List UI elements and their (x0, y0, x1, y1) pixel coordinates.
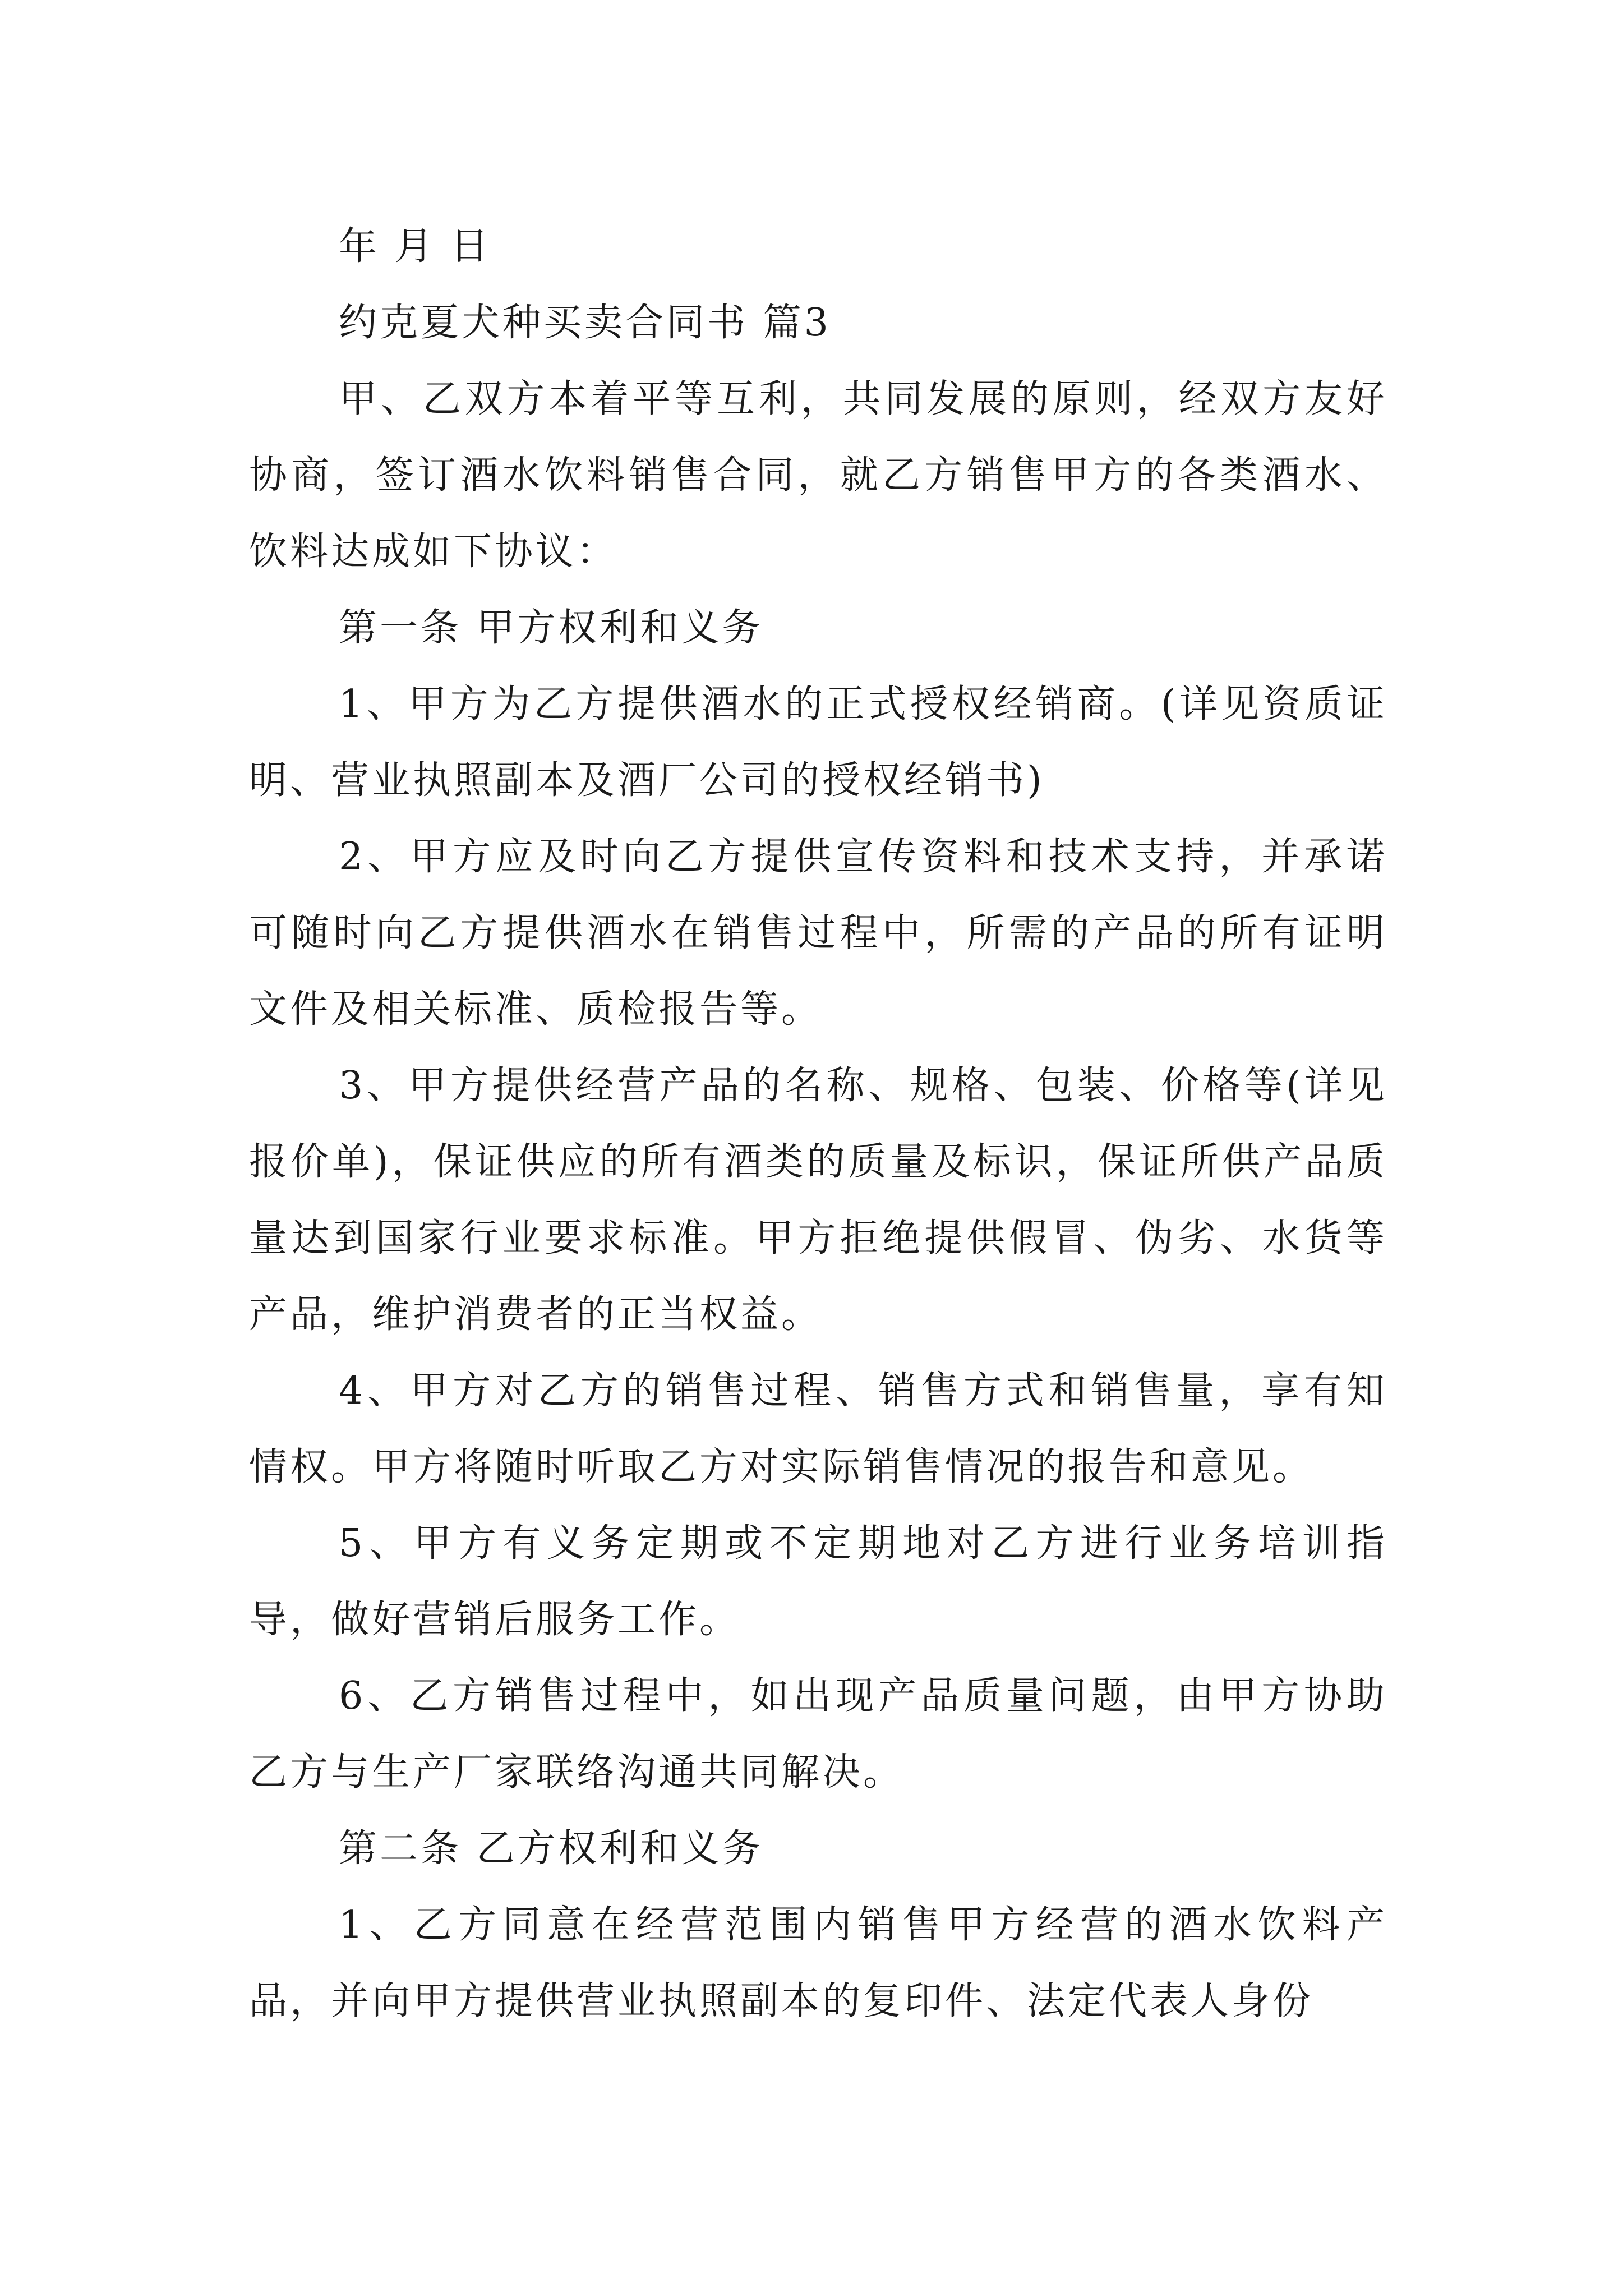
section-heading-article-1: 第一条 甲方权利和义务 (339, 606, 763, 650)
paragraph-article-1-item-5: 5、甲方有义务定期或不定期地对乙方进行业务培训指导，做好营销后服务工作。 (249, 1521, 1387, 1642)
paragraph-article-1-item-3: 3、甲方提供经营产品的名称、规格、包装、价格等(详见报价单)，保证供应的所有酒类的质量及标识，保证所供产品质量达到国家行业要求标准。甲方拒绝提供假冒、伪劣、水货等产品，维护消费者的正当权益。 (249, 1064, 1387, 1337)
document-title: 约克夏犬种买卖合同书 篇3 (339, 301, 831, 345)
section-heading-article-2: 第二条 乙方权利和义务 (339, 1826, 763, 1871)
date-line: 年 月 日 (339, 224, 492, 269)
paragraph-article-1-item-6: 6、乙方销售过程中，如出现产品质量问题，由甲方协助乙方与生产厂家联络沟通共同解决。 (249, 1674, 1387, 1795)
paragraph-article-1-item-1: 1、甲方为乙方提供酒水的正式授权经销商。(详见资质证明、营业执照副本及酒厂公司的授权经销书) (249, 682, 1387, 803)
document-body (249, 209, 1387, 2040)
paragraph-article-1-item-4: 4、甲方对乙方的销售过程、销售方式和销售量，享有知情权。甲方将随时听取乙方对实际销售情况的报告和意见。 (249, 1369, 1387, 1489)
paragraph-intro: 甲、乙双方本着平等互利，共同发展的原则，经双方友好协商，签订酒水饮料销售合同，就乙方销售甲方的各类酒水、饮料达成如下协议： (249, 377, 1387, 574)
paragraph-article-2-item-1: 1、乙方同意在经营范围内销售甲方经营的酒水饮料产品，并向甲方提供营业执照副本的复印件、法定代表人身份 (249, 1903, 1387, 2023)
paragraph-article-1-item-2: 2、甲方应及时向乙方提供宣传资料和技术支持，并承诺可随时向乙方提供酒水在销售过程中，所需的产品的所有证明文件及相关标准、质检报告等。 (249, 835, 1387, 1032)
